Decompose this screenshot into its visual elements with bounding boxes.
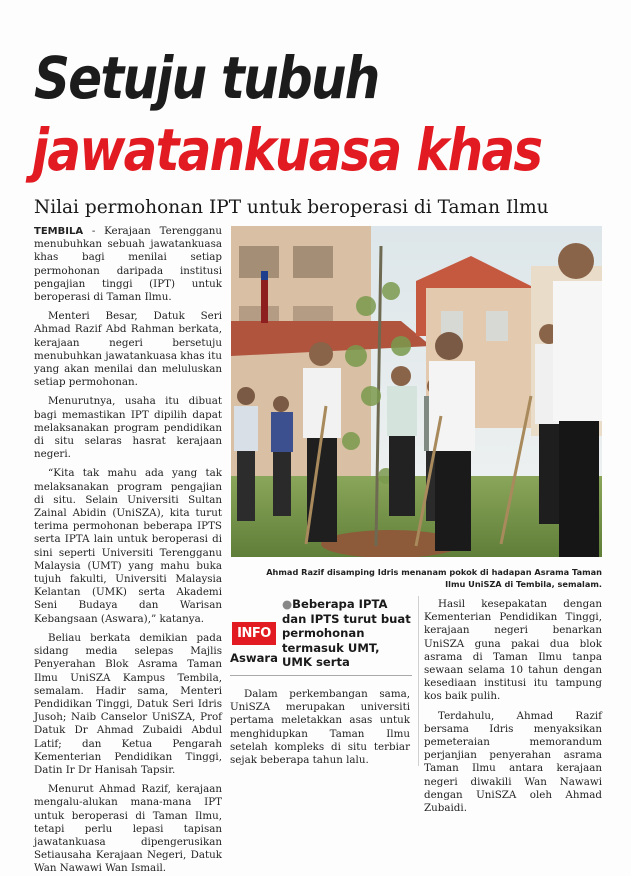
headline-line-2: jawatankuasa khas	[32, 116, 542, 184]
photo-caption: Ahmad Razif disamping Idris menanam pokok di hadapan Asrama Taman Ilmu UniSZA di Tembila, semalam.	[266, 567, 602, 589]
paragraph: Beliau berkata demikian pada sidang media selepas Majlis Penyerahan Blok Asrama Taman Ilmu UniSZA Kampus Tembila, semalam. Hadir sama, Menteri Pendidikan Tinggi, Datuk Seri Idris Jusoh; Naib Canselor UniSZA, Prof Datuk Dr Ahmad Zubaidi Abdul Latif; dan Ketua Pengarah Kementerian Pendidikan Tinggi, Datin Ir Dr Hanisah Tapsir.	[34, 631, 222, 776]
article-column-1	[34, 225, 222, 876]
tree-planting-photo	[231, 226, 602, 557]
paragraph: Dalam perkembangan sama, UniSZA merupakan universiti pertama meletakkan asas untuk menghidupkan Taman Ilmu setelah kompleks di situ terbiar sejak beberapa tahun lalu.	[230, 688, 410, 767]
info-text-continued: Aswara	[230, 651, 278, 665]
paragraph: Menurut Ahmad Razif, kerajaan mengalu-alukan mana-mana IPT untuk beroperasi di Taman Ilmu, tetapi perlu lepasi tapisan jawatankuasa dipengerusikan Setiausaha Kerajaan Negeri, Datuk Wan Nawawi Wan Ismail.	[34, 783, 222, 875]
paragraph: “Kita tak mahu ada yang tak melaksanakan program pengajian di situ. Selain Universiti Sultan Zainal Abidin (UniSZA), kita turut terima permohonan beberapa IPTS serta IPTA lain untuk beroperasi di sini seperti Universiti Terengganu Malaysia (UMT) yang mahu buka tujuh fakulti, Universiti Malaysia Kelantan (UMK) serta Akademi Seni Budaya dan Warisan Kebangsaan (Aswara),” katanya.	[34, 467, 222, 625]
info-text-body: Beberapa IPTA dan IPTS turut buat permohonan termasuk UMT, UMK serta	[282, 597, 411, 669]
dateline: TEMBILA	[34, 226, 84, 237]
headline-line-1: Setuju tubuh	[34, 44, 379, 112]
lead-paragraph	[34, 225, 222, 304]
paragraph: Terdahulu, Ahmad Razif bersama Idris menyaksikan pemeteraian memorandum perjanjian penyerahan asrama Taman Ilmu antara kerajaan negeri diwakili Wan Nawawi dengan UniSZA oleh Ahmad Zubaidi.	[424, 709, 602, 815]
column-divider	[418, 596, 419, 766]
info-label: INFO	[232, 622, 276, 645]
paragraph: Hasil kesepakatan dengan Kementerian Pendidikan Tinggi, kerajaan negeri benarkan UniSZA guna pakai dua blok asrama di Taman Ilmu tanpa sewaan selama 10 tahun dengan kesediaan institusi itu tampung kos baik pulih.	[424, 598, 602, 703]
divider	[230, 675, 412, 676]
paragraph: Menteri Besar, Datuk Seri Ahmad Razif Abd Rahman berkata, kerajaan negeri bersetuju menubuhkan jawatankuasa khas itu yang akan menilai dan meluluskan setiap permohonan.	[34, 310, 222, 389]
article-column-3	[230, 688, 410, 767]
news-photo	[231, 226, 602, 557]
bullet-icon: ●	[282, 597, 293, 611]
paragraph: Menurutnya, usaha itu dibuat bagi memastikan IPT dipilih dapat melaksanakan program pendidikan di situ selaras hasrat kerajaan negeri.	[34, 395, 222, 461]
paragraph-text: - Kerajaan Terengganu menubuhkan sebuah jawatankuasa khas bagi menilai setiap permohonan daripada institusi pengajian tinggi (IPT) untuk beroperasi di Taman Ilmu.	[34, 225, 222, 304]
subheadline: Nilai permohonan IPT untuk beroperasi di Taman Ilmu	[34, 197, 549, 218]
article-column-4	[424, 598, 602, 815]
info-box	[230, 597, 412, 669]
